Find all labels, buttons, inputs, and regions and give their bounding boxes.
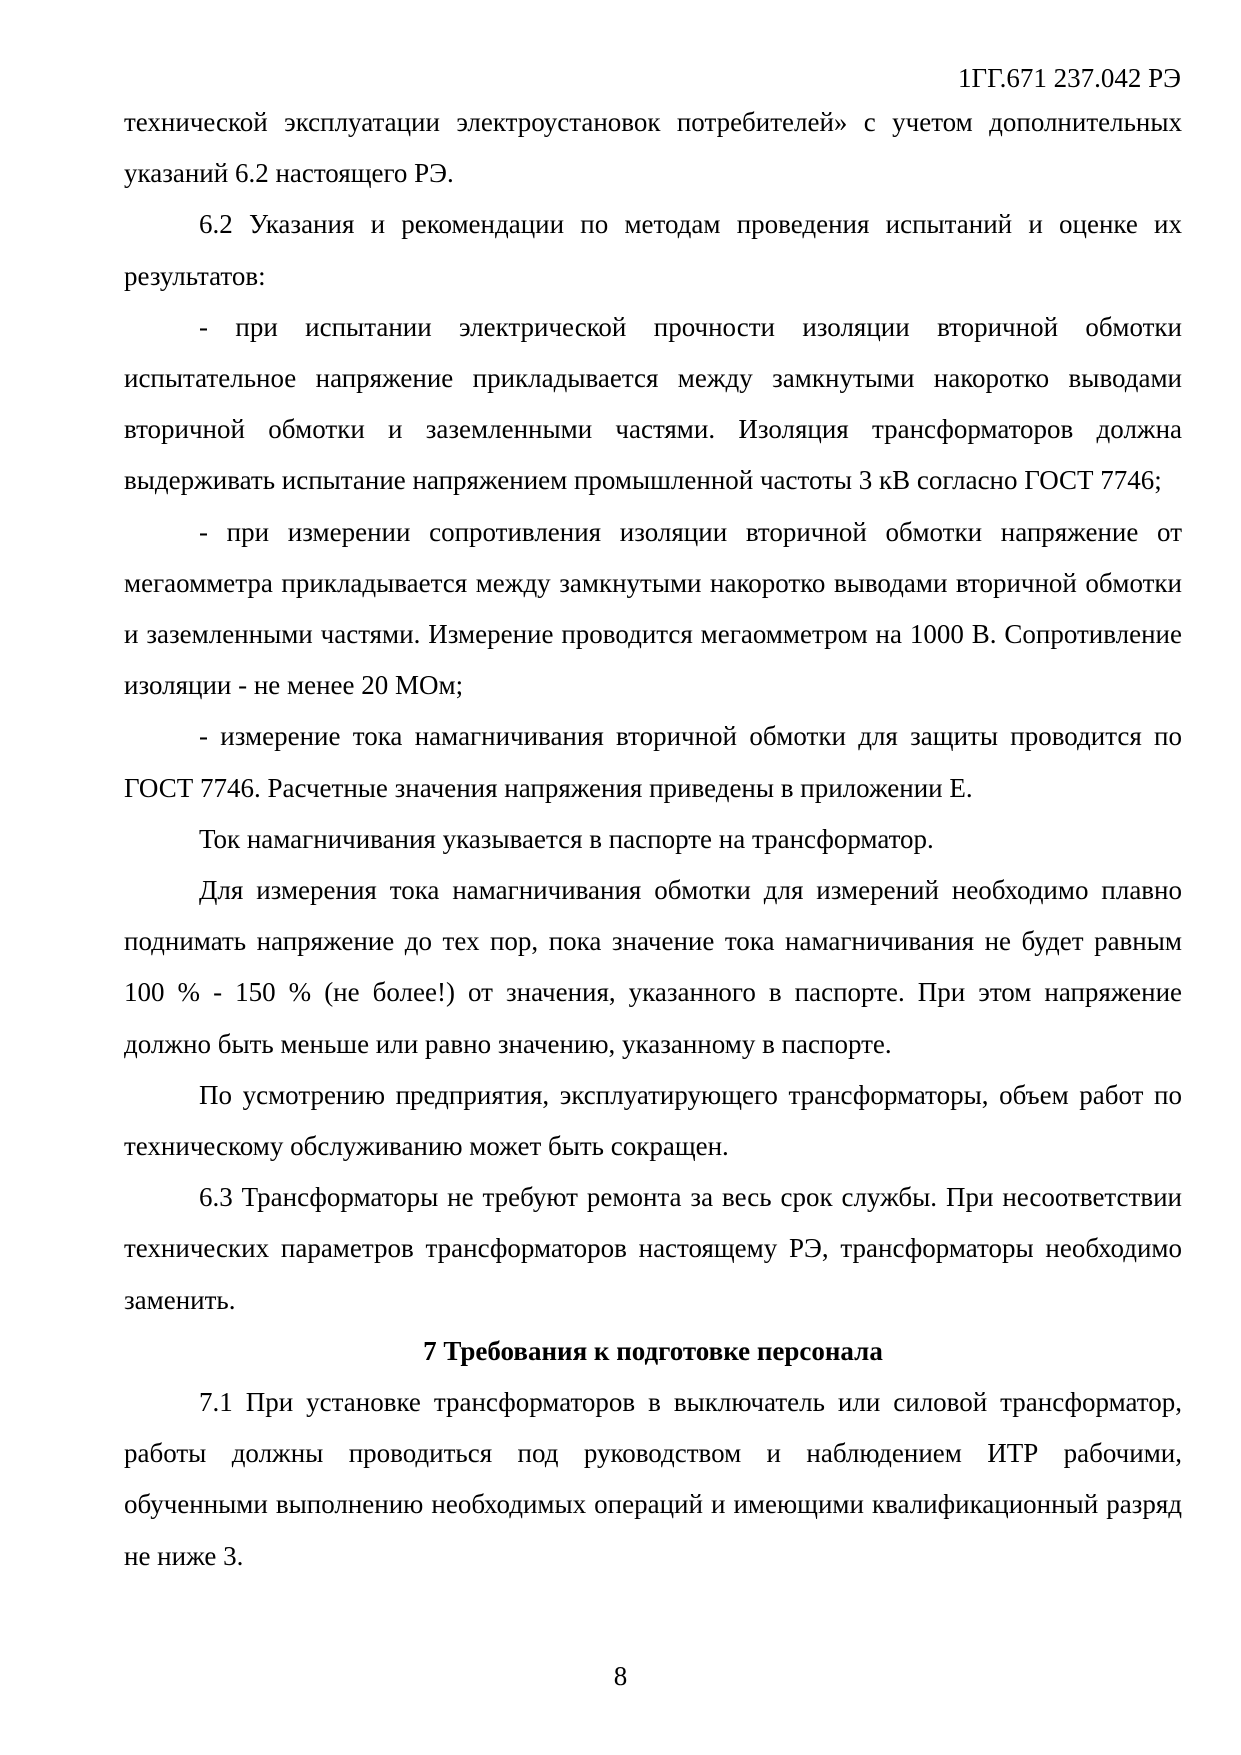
page-number: 8 bbox=[613, 1661, 628, 1691]
paragraph-continuation: технической эксплуатации электроустановок потребителей» с учетом дополнительных указаний 6.2 настоящего РЭ. bbox=[124, 107, 1182, 189]
paragraph-6-3: 6.3 Трансформаторы не требуют ремонта за весь срок службы. При несоответствии технических параметров трансформаторов настоящему РЭ, трансформаторы необходимо заменить. bbox=[124, 1182, 1182, 1315]
paragraph-maintenance-scope: По усмотрению предприятия, эксплуатирующего трансформаторы, объем работ по техническому обслуживанию может быть сокращен. bbox=[124, 1079, 1182, 1162]
paragraph-6-2: 6.2 Указания и рекомендации по методам проведения испытаний и оценке их результатов: bbox=[124, 209, 1182, 291]
document-code: 1ГГ.671 237.042 РЭ bbox=[957, 63, 1181, 93]
document-body bbox=[124, 97, 1182, 1582]
paragraph-magnetizing-current: - измерение тока намагничивания вторичной обмотки для защиты проводится по ГОСТ 7746. Расчетные значения напряжения приведены в приложении Е. bbox=[124, 721, 1182, 803]
section-heading-7: 7 Требования к подготовке персонала bbox=[423, 1335, 883, 1366]
paragraph-passport-current: Ток намагничивания указывается в паспорте на трансформатор. bbox=[199, 823, 934, 854]
paragraph-measurement-procedure: Для измерения тока намагничивания обмотки для измерений необходимо плавно поднимать напряжение до тех пор, пока значение тока намагничивания не будет равным 100 % - 150 % (не более!) от значения, указанного в паспорте. При этом напряжение должно быть меньше или равно значению, указанному в паспорте. bbox=[124, 875, 1182, 1059]
paragraph-insulation-strength: - при испытании электрической прочности изоляции вторичной обмотки испытательное напряжение прикладывается между замкнутыми накоротко выводами вторичной обмотки и заземленными частями. Изоляция трансформаторов должна выдерживать испытание напряжением промышленной частоты 3 кВ согласно ГОСТ 7746; bbox=[124, 311, 1182, 496]
paragraph-insulation-resistance: - при измерении сопротивления изоляции вторичной обмотки напряжение от мегаомметра прикладывается между замкнутыми накоротко выводами вторичной обмотки и заземленными частями. Измерение проводится мегаомметром на 1000 В. Сопротивление изоляции - не менее 20 МОм; bbox=[124, 516, 1182, 701]
paragraph-7-1: 7.1 При установке трансформаторов в выключатель или силовой трансформатор, работы должны проводиться под руководством и наблюдением ИТР рабочими, обученными выполнению необходимых операций и имеющими квалификационный разряд не ниже 3. bbox=[124, 1387, 1182, 1571]
